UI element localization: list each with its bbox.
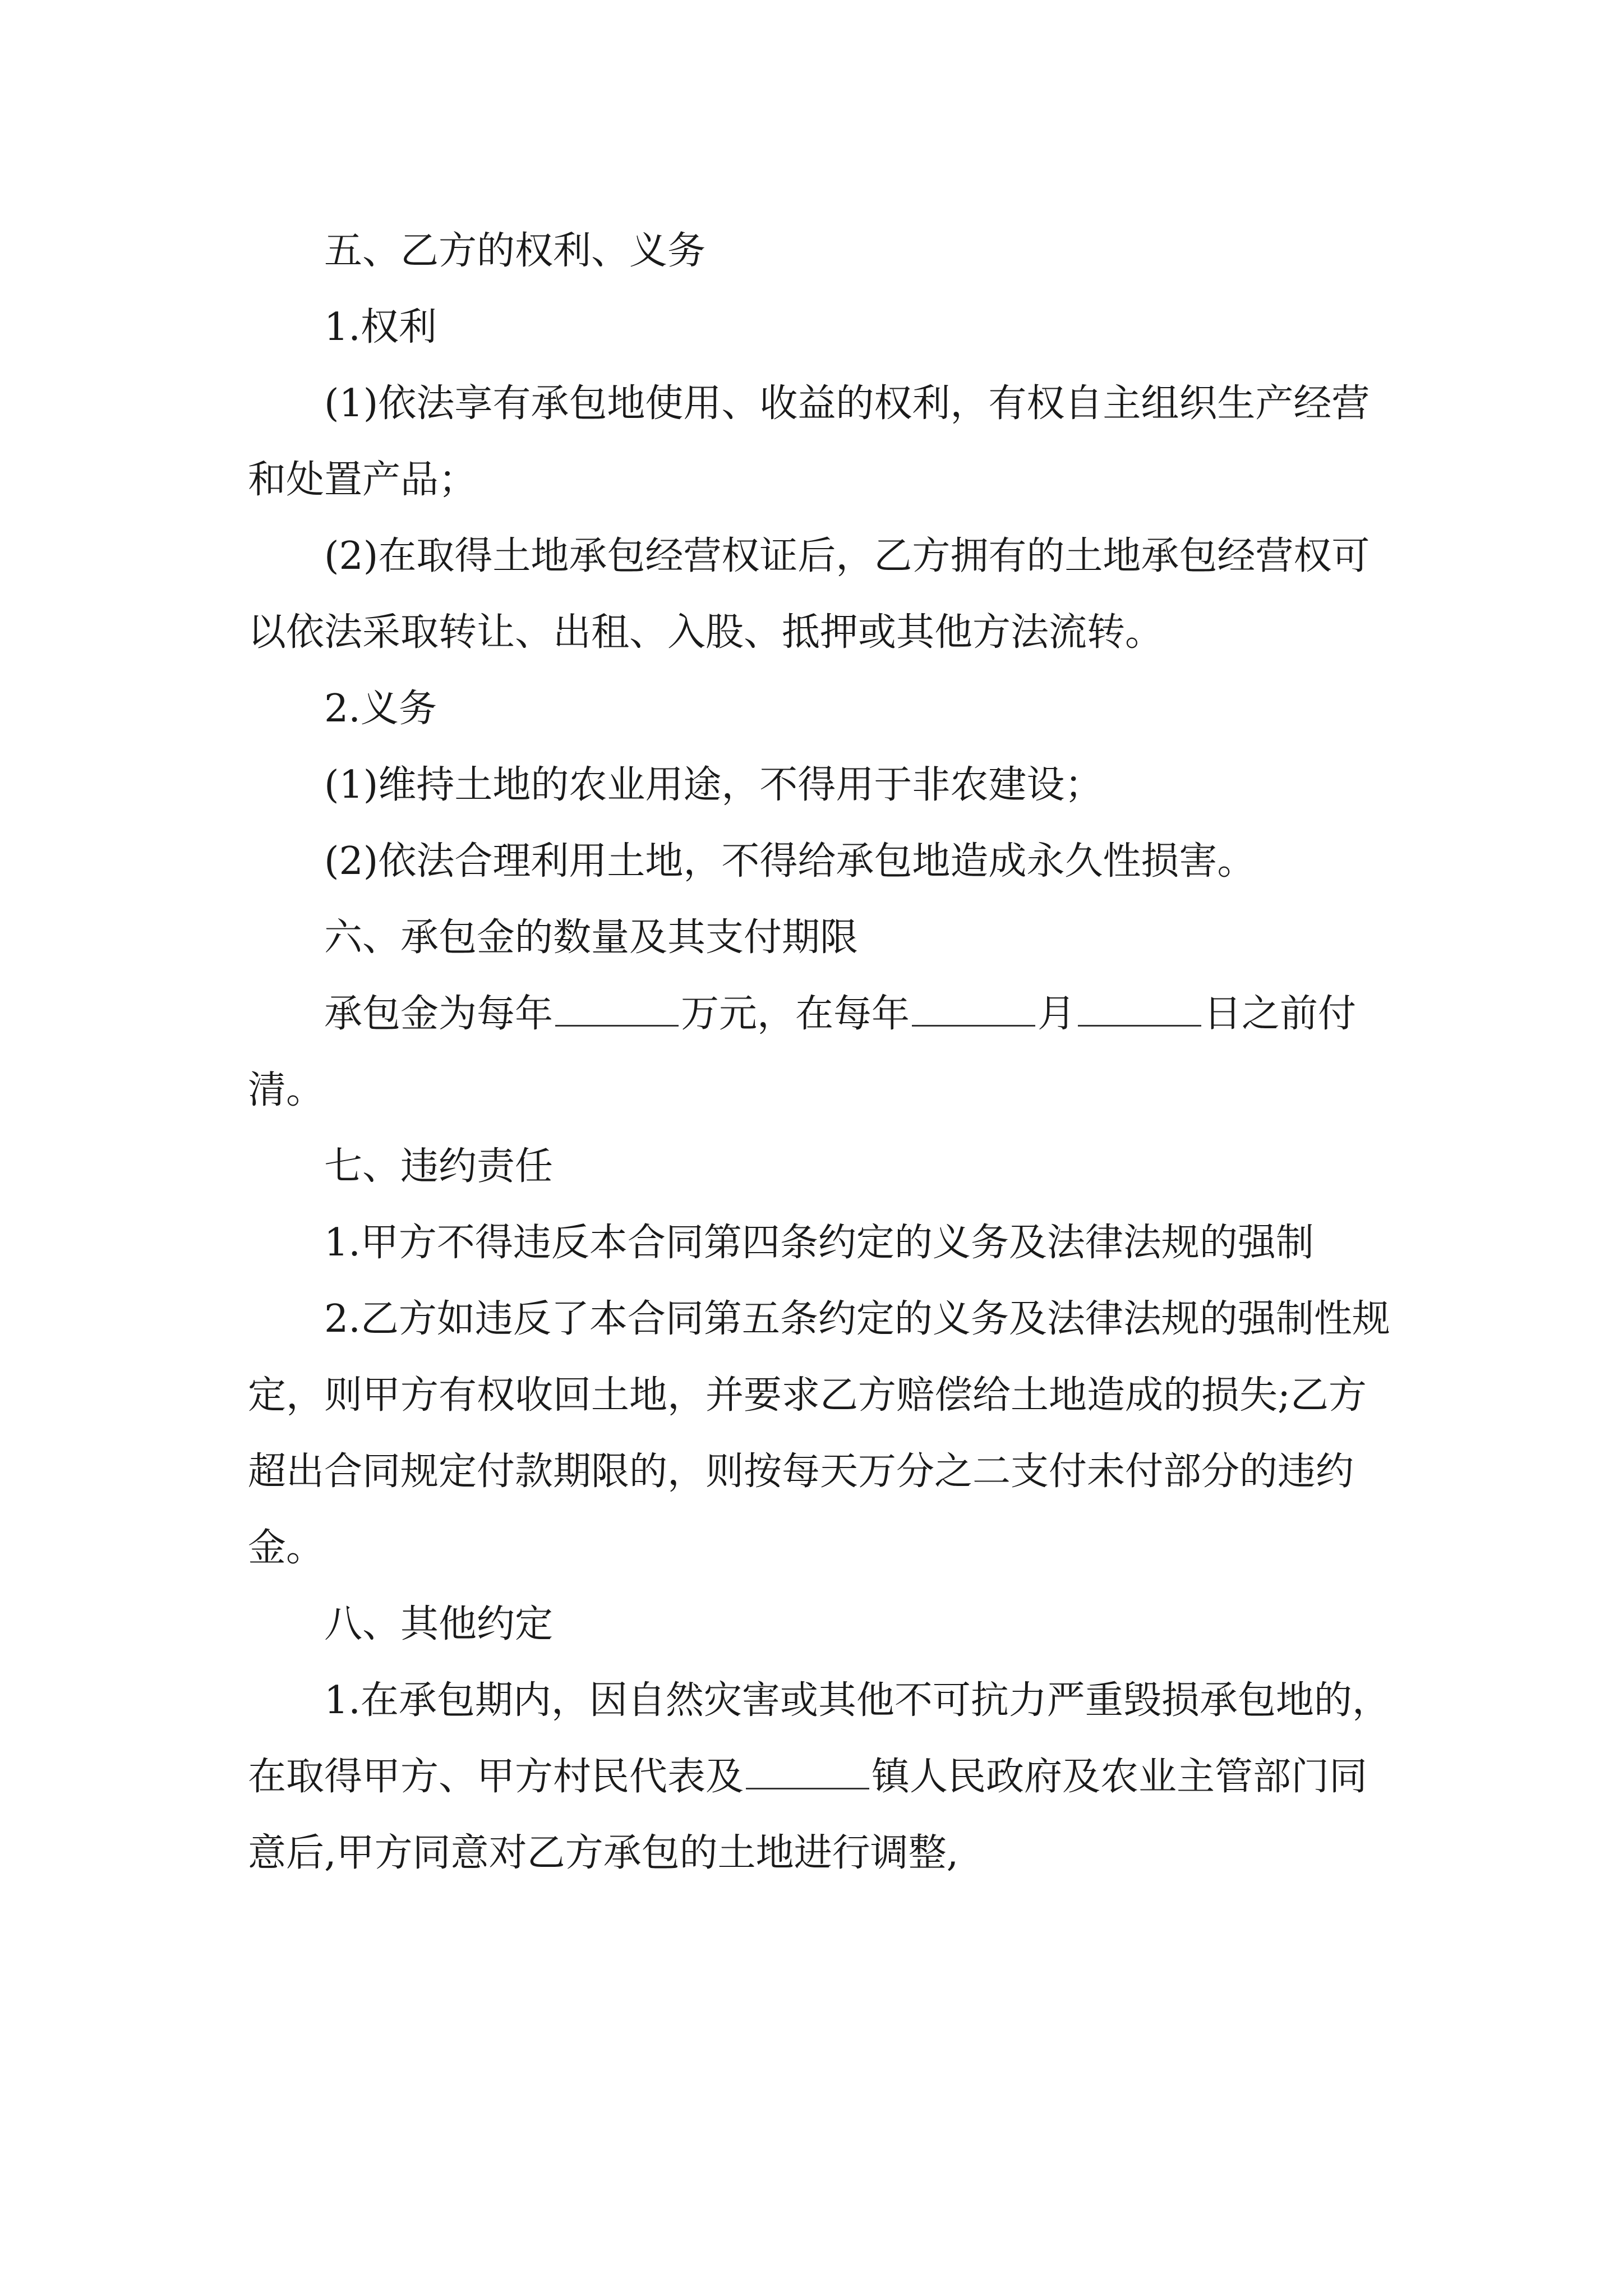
town-blank — [746, 1754, 869, 1789]
section7-heading: 七、违约责任 — [324, 1144, 554, 1189]
payment-clause — [248, 976, 1392, 1129]
other-item-1-text-1: 1.在承包期内，因自然灾害或其他不可抗力严重毁损承包地的，在取得甲方、甲方村民代表及 — [248, 1678, 1390, 1799]
payment-text-2: 万元，在每年 — [681, 992, 910, 1036]
right-item-1: (1)依法享有承包地使用、收益的权利，有权自主组织生产经营和处置产品； — [248, 381, 1370, 502]
section5-heading: 五、乙方的权利、义务 — [324, 229, 706, 273]
document-body — [248, 213, 1392, 1892]
day-blank — [1078, 991, 1201, 1027]
duty-item-1: (1)维持土地的农业用途，不得用于非农建设； — [324, 763, 1103, 807]
liability-item-2: 2.乙方如违反了本合同第五条约定的义务及法律法规的强制性规定，则甲方有权收回土地，并要求乙方赔偿给土地造成的损失;乙方超出合同规定付款期限的，则按每天万分之二支付未付部分的违约金。 — [248, 1297, 1390, 1570]
month-blank — [912, 991, 1035, 1027]
liability-item-1: 1.甲方不得违反本合同第四条约定的义务及法律法规的强制 — [324, 1221, 1314, 1265]
duty-item-2: (2)依法合理利用土地，不得给承包地造成永久性损害。 — [324, 839, 1256, 884]
section8-heading: 八、其他约定 — [324, 1602, 554, 1646]
section6-heading: 六、承包金的数量及其支付期限 — [324, 915, 859, 960]
payment-text-1: 承包金为每年 — [324, 992, 554, 1036]
other-item-1-text-2: 镇人民政府及农业主管部门同意后,甲方同意对乙方承包的土地进行调整, — [248, 1755, 1368, 1875]
other-item-1 — [248, 1663, 1392, 1892]
duties-heading: 2.义务 — [324, 687, 437, 731]
rights-heading: 1.权利 — [324, 305, 437, 349]
amount-blank — [555, 991, 679, 1027]
payment-text-3: 月 — [1038, 992, 1076, 1036]
right-item-2: (2)在取得土地承包经营权证后，乙方拥有的土地承包经营权可以依法采取转让、出租、入股、抵押或其他方法流转。 — [248, 534, 1370, 655]
payment-text-4: 日之前付清。 — [248, 992, 1357, 1112]
